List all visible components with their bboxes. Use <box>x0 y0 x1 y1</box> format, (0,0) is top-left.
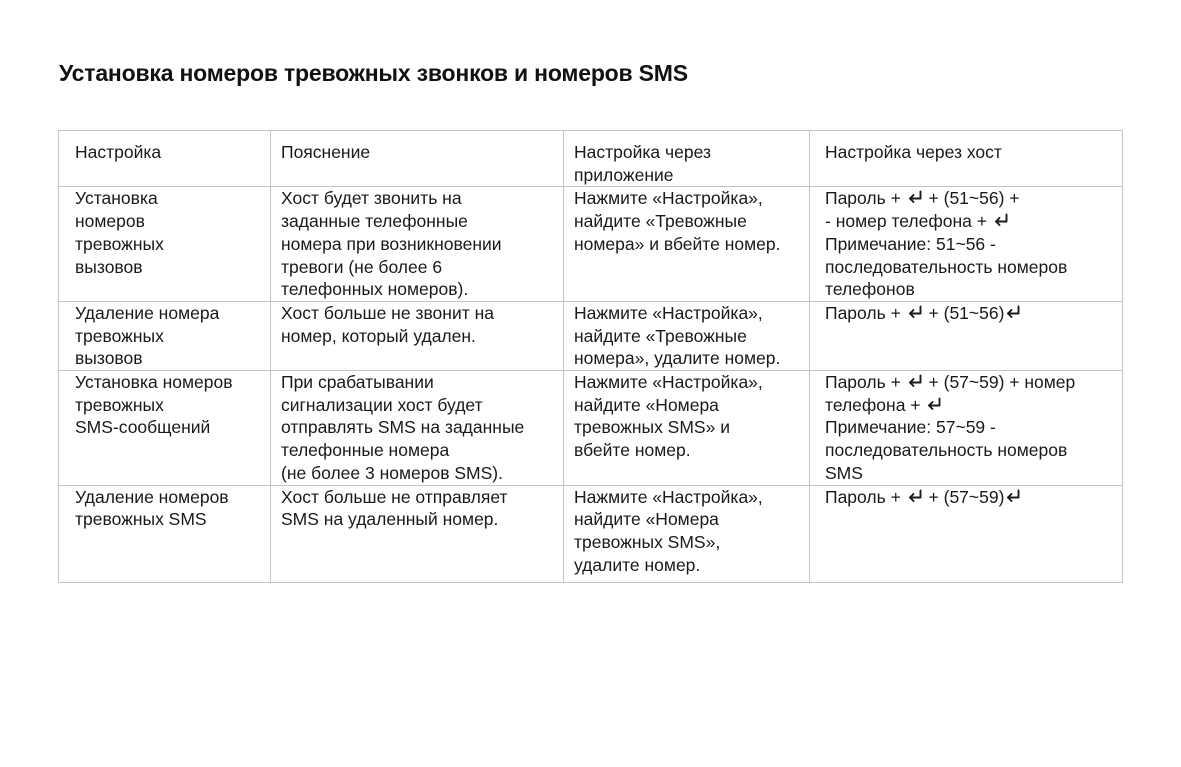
enter-key-icon <box>992 213 1010 229</box>
enter-key-icon <box>906 190 924 206</box>
table-row <box>59 301 1123 370</box>
header-cell-setting: Настройка <box>59 131 271 187</box>
cell-via-app: Нажмите «Настройка», найдите «Номера тревожных SMS» и вбейте номер. <box>564 371 810 486</box>
cell-explanation: Хост будет звонить на заданные телефонные номера при возникновении тревоги (не более 6 телефонных номеров). <box>271 187 564 302</box>
enter-key-icon <box>925 397 943 413</box>
table-row <box>59 371 1123 486</box>
cell-setting: Удаление номеров тревожных SMS <box>59 485 271 582</box>
enter-key-icon <box>1004 489 1022 505</box>
cell-via-host: Пароль + + (57~59) + номер телефона + Примечание: 57~59 - последовательность номеров SMS <box>810 371 1123 486</box>
cell-via-app: Нажмите «Настройка», найдите «Тревожные номера» и вбейте номер. <box>564 187 810 302</box>
cell-via-app: Нажмите «Настройка», найдите «Тревожные номера», удалите номер. <box>564 301 810 370</box>
settings-table <box>58 130 1123 583</box>
cell-via-host: Пароль + + (51~56) + - номер телефона + Примечание: 51~56 - последовательность номеров телефонов <box>810 187 1123 302</box>
page-title: Установка номеров тревожных звонков и номеров SMS <box>59 60 688 86</box>
cell-setting: Установка номеров тревожных вызовов <box>59 187 271 302</box>
table-row <box>59 187 1123 302</box>
cell-explanation: Хост больше не отправляет SMS на удаленный номер. <box>271 485 564 582</box>
cell-via-host: Пароль + + (51~56) <box>810 301 1123 370</box>
cell-explanation: Хост больше не звонит на номер, который удален. <box>271 301 564 370</box>
cell-via-app: Нажмите «Настройка», найдите «Номера тревожных SMS», удалите номер. <box>564 485 810 582</box>
header-cell-via-app: Настройка через приложение <box>564 131 810 187</box>
enter-key-icon <box>906 305 924 321</box>
cell-via-host: Пароль + + (57~59) <box>810 485 1123 582</box>
header-cell-explanation: Пояснение <box>271 131 564 187</box>
cell-setting: Удаление номера тревожных вызовов <box>59 301 271 370</box>
table-row <box>59 485 1123 582</box>
enter-key-icon <box>906 374 924 390</box>
cell-explanation: При срабатывании сигнализации хост будет отправлять SMS на заданные телефонные номера (не более 3 номеров SMS). <box>271 371 564 486</box>
table-header-row <box>59 131 1123 187</box>
enter-key-icon <box>1004 305 1022 321</box>
header-cell-via-host: Настройка через хост <box>810 131 1123 187</box>
cell-setting: Установка номеров тревожных SMS-сообщений <box>59 371 271 486</box>
enter-key-icon <box>906 489 924 505</box>
